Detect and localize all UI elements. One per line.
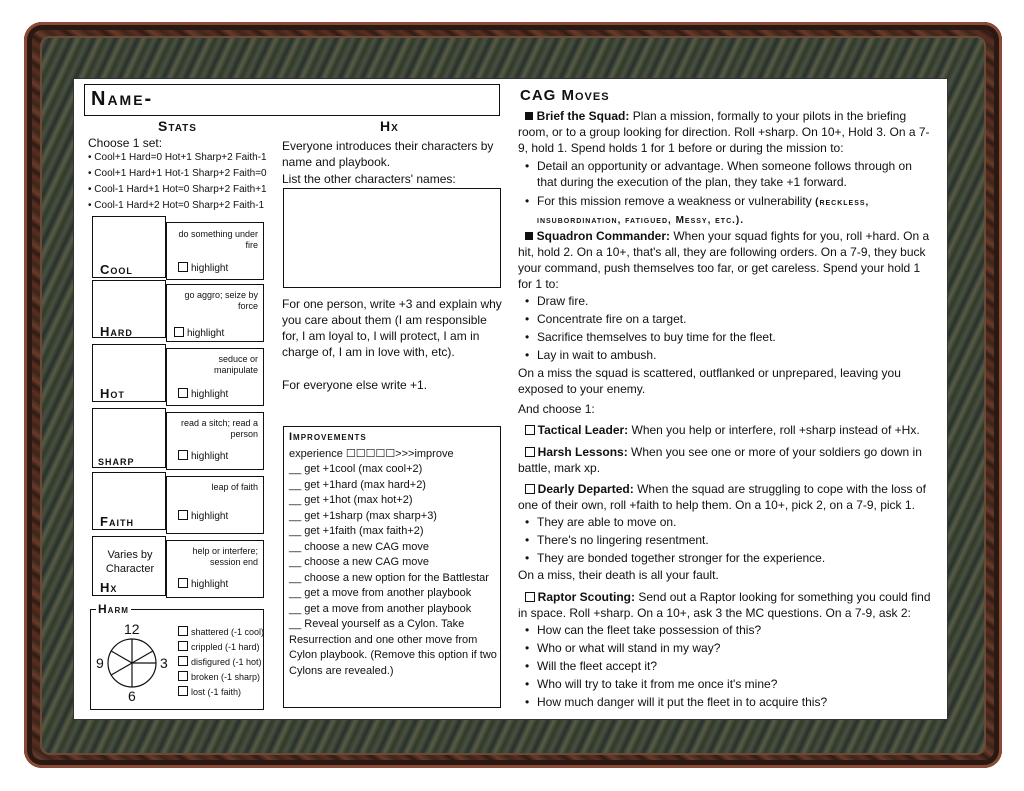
stat-set-option[interactable]: • Cool+1 Hard+1 Hot-1 Sharp+2 Faith=0 — [88, 168, 267, 179]
name-label: Name- — [91, 88, 154, 110]
improvement-option[interactable]: __ get +1hard (max hard+2) — [289, 478, 426, 491]
hx-intro: Everyone introduces their characters by name and playbook. — [282, 139, 494, 169]
checkbox-icon — [178, 388, 188, 398]
list-item: • Who will try to take it from me once it's mine? — [537, 676, 777, 693]
stat-move-text-faith: leap of faith — [211, 482, 258, 492]
clock-label-3: 3 — [160, 655, 168, 671]
hx-everyone: For everyone else write +1. — [282, 378, 428, 392]
improvement-option[interactable]: __ get +1sharp (max sharp+3) — [289, 509, 437, 522]
list-item: • Sacrifice themselves to buy time for the fleet. — [537, 329, 776, 346]
improvement-option[interactable]: __ get a move from another playbook — [289, 587, 472, 599]
checkbox-icon — [178, 450, 188, 460]
squadron-choose-text: And choose 1: — [518, 402, 595, 416]
list-item: • How much danger will it put the fleet in to acquire this? — [537, 694, 827, 711]
improvement-option[interactable]: __ get +1faith (max faith+2) — [289, 525, 424, 537]
squadron-miss-text: On a miss the squad is scattered, outflanked or unprepared, leaving you exposed to your enemy. — [518, 366, 901, 396]
checkbox-icon — [178, 626, 188, 636]
stat-varies-hx: Varies by Character — [105, 549, 155, 575]
stat-move-text-cool: do something under fire — [178, 229, 258, 250]
highlight-checkbox-hot[interactable]: highlight — [178, 388, 228, 401]
highlight-checkbox-hard[interactable]: highlight — [174, 327, 224, 340]
clock-label-12: 12 — [124, 621, 140, 637]
harm-checkbox[interactable]: disfigured (-1 hot) — [178, 656, 264, 671]
list-item: • Who or what will stand in my way? — [537, 640, 720, 657]
hx-list-label: List the other characters' names: — [282, 172, 456, 186]
stat-move-text-hard: go aggro; seize by force — [184, 290, 258, 311]
stat-set-option[interactable]: • Cool-1 Hard+1 Hot=0 Sharp+2 Faith+1 — [88, 184, 267, 195]
move-harsh-lessons[interactable]: Harsh Lessons: When you see one or more of your soldiers go down in battle, mark xp. — [518, 445, 922, 475]
stat-sets-list — [88, 152, 267, 216]
stat-label-cool: Cool — [100, 262, 133, 277]
character-names-field[interactable] — [283, 188, 501, 288]
stat-move-text-hx: help or interfere; session end — [192, 546, 258, 567]
moves-heading: CAG Moves — [520, 87, 610, 104]
highlight-checkbox-cool[interactable]: highlight — [178, 262, 228, 275]
harm-checkbox[interactable]: crippled (-1 hard) — [178, 641, 264, 656]
harm-list — [178, 626, 264, 701]
checkbox-icon — [178, 656, 188, 666]
improvement-option[interactable]: __ get a move from another playbook — [289, 602, 472, 615]
stat-label-hard: Hard — [100, 324, 133, 339]
experience-track[interactable]: experience ☐☐☐☐☐>>>improve — [289, 448, 454, 460]
improvement-option[interactable]: __ get +1cool (max cool+2) — [289, 463, 423, 475]
checkbox-icon — [174, 327, 184, 337]
checkbox-icon — [525, 484, 535, 494]
hx-one-person: For one person, write +3 and explain why you care about them (I am responsible for, I am loyal to, I will protect, I am in charge of, I am in love with, etc). — [282, 297, 502, 359]
checked-box-icon — [525, 232, 533, 240]
checkbox-icon — [178, 510, 188, 520]
dearly-miss-text: On a miss, their death is all your fault. — [518, 568, 719, 582]
move-brief-the-squad[interactable]: Brief the Squad: Plan a mission, formally to your pilots in the briefing room, or to a group looking for direction. Roll +sharp. On 10+, Hold 3. On a 7-9, hold 1. Spend holds 1 for 1 before or during the mission to: — [518, 109, 930, 155]
harm-checkbox[interactable]: lost (-1 faith) — [178, 686, 264, 701]
stat-set-option[interactable]: • Cool-1 Hard+2 Hot=0 Sharp+2 Faith-1 — [88, 200, 265, 211]
stat-set-option[interactable]: • Cool+1 Hard=0 Hot+1 Sharp+2 Faith-1 — [88, 152, 267, 163]
highlight-checkbox-hx[interactable]: highlight — [178, 578, 228, 591]
checkbox-icon — [525, 447, 535, 457]
stat-label-sharp: sharp — [98, 453, 135, 468]
checkbox-icon — [178, 641, 188, 651]
list-item: • Will the fleet accept it? — [537, 658, 657, 675]
list-item: • Lay in wait to ambush. — [537, 347, 656, 364]
stat-move-text-hot: seduce or manipulate — [213, 354, 258, 375]
stats-heading: Stats — [158, 118, 197, 134]
checkbox-icon — [178, 262, 188, 272]
improvements-list — [289, 462, 497, 679]
improvements-heading: Improvements — [289, 431, 367, 443]
checkbox-icon — [525, 592, 535, 602]
clock-label-6: 6 — [128, 688, 136, 704]
checkbox-icon — [178, 578, 188, 588]
improvement-option[interactable]: __ Reveal yourself as a Cylon. Take Resurrection and one other move from Cylon playbook. (Remove this option if two Cylons are revealed.) — [289, 618, 497, 677]
list-item: • They are able to move on. — [537, 514, 676, 531]
highlight-checkbox-faith[interactable]: highlight — [178, 510, 228, 523]
stat-move-text-sharp: read a sitch; read a person — [180, 418, 258, 439]
stat-label-hot: Hot — [100, 386, 125, 401]
move-tactical-leader[interactable]: Tactical Leader: When you help or interfere, roll +sharp instead of +Hx. — [518, 423, 932, 438]
move-dearly-departed[interactable]: Dearly Departed: When the squad are struggling to cope with the loss of one of their own, roll +faith to help them. On a 10+, pick 2, on a 7-9, pick 1. — [518, 482, 926, 512]
hx-heading: Hx — [380, 118, 399, 134]
harm-checkbox[interactable]: shattered (-1 cool) — [178, 626, 264, 641]
stat-label-faith: Faith — [100, 514, 134, 529]
list-item: • How can the fleet take possession of this? — [537, 622, 761, 639]
move-raptor-scouting[interactable]: Raptor Scouting: Send out a Raptor looking for something you could find in space. Roll +sharp. On a 10+, ask 3 the MC questions. On a 7-9, ask 2: — [518, 590, 931, 620]
highlight-checkbox-sharp[interactable]: highlight — [178, 450, 228, 463]
list-item: • There's no lingering resentment. — [537, 532, 709, 549]
harm-heading: Harm — [98, 602, 129, 616]
list-item: • Draw fire. — [537, 293, 588, 310]
clock-label-9: 9 — [96, 655, 104, 671]
checkbox-icon — [178, 671, 188, 681]
improvement-option[interactable]: __ choose a new option for the Battlestar — [289, 571, 489, 584]
checked-box-icon — [525, 112, 533, 120]
list-item: • For this mission remove a weakness or vulnerability (reckless, insubordination, fatigued, Messy, etc.). — [537, 193, 929, 229]
improvement-option[interactable]: __ choose a new CAG move — [289, 556, 430, 568]
checkbox-icon — [178, 686, 188, 696]
list-item: • Detail an opportunity or advantage. When someone follows through on that during the execution of the plan, they take +1 forward. — [537, 158, 929, 190]
list-item: • Concentrate fire on a target. — [537, 311, 686, 328]
move-squadron-commander[interactable]: Squadron Commander: When your squad fights for you, roll +hard. On a hit, hold 2. On a 10+, that's all, they are following orders. On a 7-9, they buck your command, push themselves too far, or get careless. Spend your hold 1 for 1 to: — [518, 229, 930, 291]
stat-label-hx: Hx — [100, 580, 118, 595]
list-item: • They are bonded together stronger for the experience. — [537, 550, 825, 567]
stats-choose: Choose 1 set: — [88, 136, 163, 150]
checkbox-icon — [525, 425, 535, 435]
harm-checkbox[interactable]: broken (-1 sharp) — [178, 671, 264, 686]
improvement-option[interactable]: __ choose a new CAG move — [289, 540, 430, 553]
improvement-option[interactable]: __ get +1hot (max hot+2) — [289, 494, 413, 506]
